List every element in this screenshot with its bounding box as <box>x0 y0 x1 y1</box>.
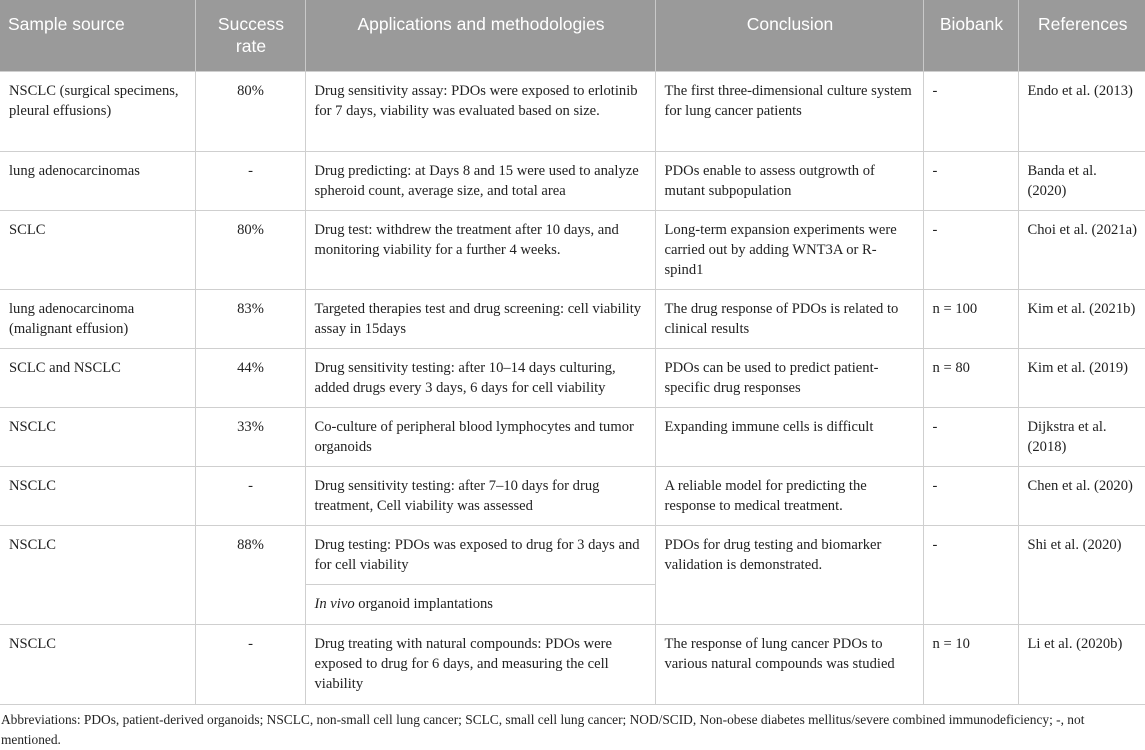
cell-applications-secondary-text: organoid implantations <box>354 595 493 612</box>
cell-applications: Drug predicting: at Days 8 and 15 were used to analyze spheroid count, average size, and total area <box>305 151 655 210</box>
header-biobank: Biobank <box>923 0 1018 71</box>
cell-biobank: - <box>923 407 1018 466</box>
header-sample-source: Sample source <box>0 0 195 71</box>
table-row <box>0 210 1145 289</box>
cell-applications: Drug sensitivity assay: PDOs were exposed to erlotinib for 7 days, viability was evaluated based on size. <box>305 71 655 151</box>
cell-conclusion: PDOs can be used to predict patient-specific drug responses <box>655 348 923 407</box>
cell-conclusion: Expanding immune cells is difficult <box>655 407 923 466</box>
cell-applications: Drug sensitivity testing: after 10–14 days culturing, added drugs every 3 days, 6 days for cell viability <box>305 348 655 407</box>
table-footnote: Abbreviations: PDOs, patient-derived organoids; NSCLC, non-small cell lung cancer; SCLC, small cell lung cancer; NOD/SCID, Non-obese diabetes mellitus/severe combined immunodeficiency; -, not mentioned. <box>1 712 1085 747</box>
cell-sample-source: NSCLC <box>0 624 195 704</box>
cell-biobank: - <box>923 151 1018 210</box>
cell-sample-source: lung adenocarcinomas <box>0 151 195 210</box>
table-row <box>0 71 1145 151</box>
table-row <box>0 407 1145 466</box>
cell-biobank: n = 80 <box>923 348 1018 407</box>
cell-success-rate: 80% <box>195 210 305 289</box>
table-row <box>0 466 1145 525</box>
cell-applications-secondary <box>305 584 655 624</box>
cell-applications: Co-culture of peripheral blood lymphocytes and tumor organoids <box>305 407 655 466</box>
cell-applications: Drug sensitivity testing: after 7–10 days for drug treatment, Cell viability was assessed <box>305 466 655 525</box>
header-row <box>0 0 1145 71</box>
cell-applications: Targeted therapies test and drug screening: cell viability assay in 15days <box>305 289 655 348</box>
cell-conclusion: The drug response of PDOs is related to clinical results <box>655 289 923 348</box>
cell-reference: Chen et al. (2020) <box>1018 466 1145 525</box>
cell-reference: Banda et al. (2020) <box>1018 151 1145 210</box>
header-references: References <box>1018 0 1145 71</box>
cell-applications: Drug test: withdrew the treatment after 10 days, and monitoring viability for a further 4 weeks. <box>305 210 655 289</box>
cell-conclusion: The response of lung cancer PDOs to various natural compounds was studied <box>655 624 923 704</box>
table-row <box>0 348 1145 407</box>
cell-biobank: - <box>923 466 1018 525</box>
cell-conclusion: PDOs for drug testing and biomarker validation is demonstrated. <box>655 525 923 624</box>
cell-biobank: - <box>923 525 1018 624</box>
table-body <box>0 71 1145 704</box>
cell-sample-source: lung adenocarcinoma (malignant effusion) <box>0 289 195 348</box>
table-row <box>0 525 1145 584</box>
cell-reference: Shi et al. (2020) <box>1018 525 1145 624</box>
cell-biobank: - <box>923 71 1018 151</box>
table-row <box>0 624 1145 704</box>
cell-success-rate: 88% <box>195 525 305 624</box>
cell-applications: Drug treating with natural compounds: PDOs were exposed to drug for 6 days, and measuring the cell viability <box>305 624 655 704</box>
cell-sample-source: SCLC <box>0 210 195 289</box>
header-applications: Applications and methodologies <box>305 0 655 71</box>
cell-biobank: n = 10 <box>923 624 1018 704</box>
cell-applications: Drug testing: PDOs was exposed to drug for 3 days and for cell viability <box>305 525 655 584</box>
cell-reference: Kim et al. (2021b) <box>1018 289 1145 348</box>
italic-term: In vivo <box>314 595 355 612</box>
cell-reference: Li et al. (2020b) <box>1018 624 1145 704</box>
cell-conclusion: The first three-dimensional culture system for lung cancer patients <box>655 71 923 151</box>
cell-reference: Endo et al. (2013) <box>1018 71 1145 151</box>
header-success-rate: Success rate <box>195 0 305 71</box>
cell-biobank: n = 100 <box>923 289 1018 348</box>
cell-success-rate: - <box>195 151 305 210</box>
table-row <box>0 289 1145 348</box>
cell-sample-source: NSCLC <box>0 466 195 525</box>
cell-success-rate: 33% <box>195 407 305 466</box>
cell-reference: Kim et al. (2019) <box>1018 348 1145 407</box>
cell-success-rate: - <box>195 624 305 704</box>
cell-success-rate: 83% <box>195 289 305 348</box>
table-row <box>0 151 1145 210</box>
cell-sample-source: NSCLC (surgical specimens, pleural effusions) <box>0 71 195 151</box>
header-conclusion: Conclusion <box>655 0 923 71</box>
cell-sample-source: NSCLC <box>0 525 195 624</box>
cell-biobank: - <box>923 210 1018 289</box>
cell-sample-source: SCLC and NSCLC <box>0 348 195 407</box>
cell-reference: Dijkstra et al. (2018) <box>1018 407 1145 466</box>
cell-conclusion: Long-term expansion experiments were carried out by adding WNT3A or R-spind1 <box>655 210 923 289</box>
cell-conclusion: PDOs enable to assess outgrowth of mutant subpopulation <box>655 151 923 210</box>
cell-success-rate: - <box>195 466 305 525</box>
table-header <box>0 0 1145 71</box>
cell-sample-source: NSCLC <box>0 407 195 466</box>
cell-success-rate: 44% <box>195 348 305 407</box>
cell-success-rate: 80% <box>195 71 305 151</box>
cell-conclusion: A reliable model for predicting the response to medical treatment. <box>655 466 923 525</box>
cell-reference: Choi et al. (2021a) <box>1018 210 1145 289</box>
